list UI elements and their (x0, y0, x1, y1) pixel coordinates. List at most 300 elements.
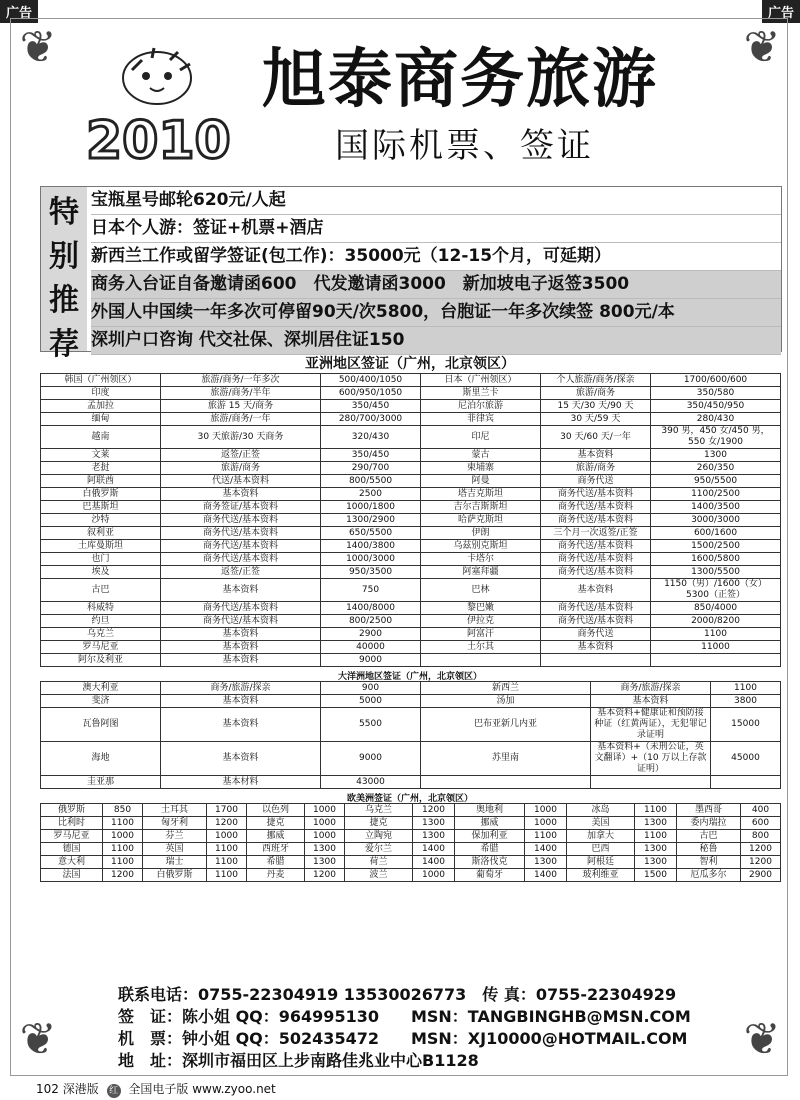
table-cell: 白俄罗斯 (143, 869, 207, 882)
table-cell: 基本资料 (161, 708, 321, 742)
table-cell: 1100 (207, 869, 247, 882)
table-cell: 1000 (305, 817, 345, 830)
table-cell: 商务代送/基本资料 (541, 553, 651, 566)
table-cell: 黎巴嫩 (421, 602, 541, 615)
table-cell: 1000 (413, 869, 455, 882)
grape-vine-corner-icon: ❦ (19, 22, 57, 73)
table-cell: 斯洛伐克 (455, 856, 525, 869)
table-cell: 2900 (741, 869, 781, 882)
table-cell: 匈牙利 (143, 817, 207, 830)
table-cell: 阿根廷 (567, 856, 635, 869)
special-recommend-box (40, 186, 782, 362)
table-cell: 巴林 (421, 579, 541, 602)
table-cell: 5500 (321, 708, 421, 742)
table-cell: 瓦鲁阿图 (41, 708, 161, 742)
page-footer (36, 1080, 276, 1098)
table-cell: 9000 (321, 742, 421, 776)
table-cell: 冰岛 (567, 804, 635, 817)
table-cell: 柬埔寨 (421, 462, 541, 475)
special-item: 商务入台证自备邀请函600 代发邀请函3000 新加坡电子返签3500 (91, 271, 781, 299)
table-cell: 希腊 (455, 843, 525, 856)
table-cell: 商务代送/基本资料 (541, 566, 651, 579)
table-cell: 1000 (103, 830, 143, 843)
table-row (41, 426, 781, 449)
table-cell: 650/5500 (321, 527, 421, 540)
special-item: 宝瓶星号邮轮620元/人起 (91, 187, 781, 215)
table-cell: 俄罗斯 (41, 804, 103, 817)
table-cell: 罗马尼亚 (41, 830, 103, 843)
table-cell: 1100 (207, 856, 247, 869)
table-cell: 商务/旅游/探亲 (161, 682, 321, 695)
table-cell: 1700 (207, 804, 247, 817)
table-cell: 1100 (635, 804, 677, 817)
table-cell: 新西兰 (421, 682, 591, 695)
table-cell: 乌克兰 (345, 804, 413, 817)
europe-america-visa-table (40, 803, 781, 882)
table-cell: 埃及 (41, 566, 161, 579)
table-cell: 15 天/30 天/90 天 (541, 400, 651, 413)
table-cell: 老挝 (41, 462, 161, 475)
table-cell: 1100 (207, 843, 247, 856)
table-cell: 基本资料 (591, 695, 711, 708)
table-cell (421, 776, 591, 789)
table-cell: 1300 (305, 856, 345, 869)
table-cell: 1400/3800 (321, 540, 421, 553)
special-label-char: 别 (49, 239, 79, 274)
table-cell: 1100 (651, 628, 781, 641)
table-row (41, 387, 781, 400)
table-row (41, 462, 781, 475)
table-cell: 基本资料 (541, 449, 651, 462)
table-cell: 爱尔兰 (345, 843, 413, 856)
table-cell: 卡塔尔 (421, 553, 541, 566)
table-cell: 缅甸 (41, 413, 161, 426)
table-cell: 返签/正签 (161, 566, 321, 579)
table-cell: 商务代送/基本资料 (161, 553, 321, 566)
table-cell: 1300 (651, 449, 781, 462)
table-cell: 基本资料 (161, 641, 321, 654)
table-cell: 土库曼斯坦 (41, 540, 161, 553)
table-cell: 商务代送/基本资料 (161, 514, 321, 527)
table-cell (711, 776, 781, 789)
table-row (41, 527, 781, 540)
table-cell: 尼泊尔旅游 (421, 400, 541, 413)
table-row (41, 374, 781, 387)
table-cell: 商务代送/基本资料 (541, 540, 651, 553)
table-cell: 旅游/商务/半年 (161, 387, 321, 400)
table-cell: 韩国（广州领区） (41, 374, 161, 387)
table-cell: 巴布亚新几内亚 (421, 708, 591, 742)
table-cell: 捷克 (247, 817, 305, 830)
table-cell: 芬兰 (143, 830, 207, 843)
page-title: 旭泰商务旅游 (262, 42, 658, 117)
table-cell: 巴基斯坦 (41, 501, 161, 514)
table-cell: 850/4000 (651, 602, 781, 615)
table-cell: 基本资料 (541, 641, 651, 654)
table-cell: 1400 (413, 843, 455, 856)
table-cell: 意大利 (41, 856, 103, 869)
table-cell: 委内瑞拉 (677, 817, 741, 830)
table-cell: 厄瓜多尔 (677, 869, 741, 882)
table-cell: 3800 (711, 695, 781, 708)
table-cell: 阿塞拜疆 (421, 566, 541, 579)
special-item: 深圳户口咨询 代交社保、深圳居住证150 (91, 327, 781, 355)
table-cell: 1100 (103, 856, 143, 869)
table-cell: 基本资料 (161, 579, 321, 602)
table-cell: 商务签证/基本资料 (161, 501, 321, 514)
table-cell: 11000 (651, 641, 781, 654)
table-cell: 600 (741, 817, 781, 830)
table-cell: 3000/3000 (651, 514, 781, 527)
table-cell: 旅游/商务 (541, 387, 651, 400)
table-row (41, 804, 781, 817)
table-cell: 西班牙 (247, 843, 305, 856)
contact-phone: 联系电话：0755-22304919 13530026773 传 真：0755-22304929 (118, 985, 677, 1004)
table-cell (651, 654, 781, 667)
table-cell: 基本资料 (161, 742, 321, 776)
table-cell (591, 776, 711, 789)
table-cell: 个人旅游/商务/探亲 (541, 374, 651, 387)
table-cell: 三个月一次返签/正签 (541, 527, 651, 540)
table-cell: 9000 (321, 654, 421, 667)
table-cell: 斐济 (41, 695, 161, 708)
table-cell: 商务代送/基本资料 (541, 615, 651, 628)
table-cell: 商务代送/基本资料 (541, 514, 651, 527)
table-cell: 玻利维亚 (567, 869, 635, 882)
table-cell: 印度 (41, 387, 161, 400)
table-row (41, 475, 781, 488)
table-cell: 1400 (413, 856, 455, 869)
table-row (41, 776, 781, 789)
table-cell: 返签/正签 (161, 449, 321, 462)
table-cell: 波兰 (345, 869, 413, 882)
table-cell: 瑞士 (143, 856, 207, 869)
contact-address: 地 址：深圳市福田区上步南路佳兆业中心B1128 (118, 1051, 479, 1070)
table-cell: 古巴 (677, 830, 741, 843)
table-row (41, 695, 781, 708)
site-label: 全国电子版 www.zyoo.net (128, 1082, 276, 1096)
table-cell: 商务代送/基本资料 (161, 540, 321, 553)
table-cell: 加拿大 (567, 830, 635, 843)
table-cell: 墨西哥 (677, 804, 741, 817)
table-cell: 菲律宾 (421, 413, 541, 426)
table-cell: 海地 (41, 742, 161, 776)
table-cell: 德国 (41, 843, 103, 856)
table-cell: 800 (741, 830, 781, 843)
table-cell: 800/2500 (321, 615, 421, 628)
table-row (41, 856, 781, 869)
table-cell: 950/3500 (321, 566, 421, 579)
table-cell: 2500 (321, 488, 421, 501)
ad-tag-right: 广告 (762, 0, 800, 23)
contact-block (118, 984, 691, 1072)
table-row (41, 869, 781, 882)
table-cell: 500/400/1050 (321, 374, 421, 387)
table-row (41, 540, 781, 553)
table-row (41, 579, 781, 602)
table-cell: 1150（男）/1600（女）5300（正签） (651, 579, 781, 602)
table-cell: 荷兰 (345, 856, 413, 869)
table-cell: 1100 (103, 843, 143, 856)
table-cell: 吉尔吉斯斯坦 (421, 501, 541, 514)
table-cell: 阿曼 (421, 475, 541, 488)
grape-vine-corner-icon: ❦ (743, 1014, 781, 1065)
table-cell: 1300/5500 (651, 566, 781, 579)
table-cell: 950/5500 (651, 475, 781, 488)
asia-visa-table (40, 373, 781, 667)
table-cell: 巴西 (567, 843, 635, 856)
table-cell: 代送/基本资料 (161, 475, 321, 488)
table-cell: 旅游/商务 (161, 462, 321, 475)
table-row (41, 641, 781, 654)
special-label (41, 187, 87, 362)
table-row (41, 400, 781, 413)
table-row (41, 413, 781, 426)
table-cell: 商务代送/基本资料 (541, 602, 651, 615)
table-cell: 600/950/1050 (321, 387, 421, 400)
table-cell: 1000 (525, 804, 567, 817)
ad-tag-left: 广告 (0, 0, 38, 23)
table-cell: 1700/600/600 (651, 374, 781, 387)
table-cell: 1000 (305, 830, 345, 843)
special-item: 日本个人游：签证+机票+酒店 (91, 215, 781, 243)
table-cell: 乌兹别克斯坦 (421, 540, 541, 553)
table-cell: 商务代送/基本资料 (161, 602, 321, 615)
table-cell: 600/1600 (651, 527, 781, 540)
table-cell: 以色列 (247, 804, 305, 817)
table-cell: 澳大利亚 (41, 682, 161, 695)
special-item: 外国人中国续一年多次可停留90天/次5800，台胞证一年多次续签 800元/本 (91, 299, 781, 327)
table-cell: 智利 (677, 856, 741, 869)
table-cell: 商务代送 (541, 475, 651, 488)
table-cell: 基本资料+健康证和预防接种证（红黄两证），无犯罪记录证明 (591, 708, 711, 742)
svg-text:2010: 2010 (86, 111, 231, 165)
table-cell: 1200 (741, 843, 781, 856)
table-cell: 350/450 (321, 400, 421, 413)
table-cell: 1000 (525, 817, 567, 830)
table-cell: 苏里南 (421, 742, 591, 776)
contact-visa: 签 证：陈小姐 QQ：964995130 MSN：TANGBINGHB@MSN.COM (118, 1007, 691, 1026)
table-cell: 750 (321, 579, 421, 602)
table-cell: 阿富汗 (421, 628, 541, 641)
table-cell: 罗马尼亚 (41, 641, 161, 654)
table-cell: 850 (103, 804, 143, 817)
table-cell: 350/580 (651, 387, 781, 400)
table-cell: 古巴 (41, 579, 161, 602)
table-row (41, 488, 781, 501)
table-row (41, 708, 781, 742)
table-cell: 日本（广州领区） (421, 374, 541, 387)
table-row (41, 514, 781, 527)
table-cell: 1000/3000 (321, 553, 421, 566)
table-cell: 土耳其 (143, 804, 207, 817)
table-cell: 350/450/950 (651, 400, 781, 413)
table-cell: 立陶宛 (345, 830, 413, 843)
contact-ticket: 机 票：钟小姐 QQ：502435472 MSN：XJ10000@HOTMAIL.COM (118, 1029, 688, 1048)
table-cell: 法国 (41, 869, 103, 882)
table-cell: 基本资料 (161, 488, 321, 501)
table-cell: 320/430 (321, 426, 421, 449)
table-cell: 沙特 (41, 514, 161, 527)
page-subtitle: 国际机票、签证 (335, 126, 594, 166)
table-cell: 商务代送 (541, 628, 651, 641)
table-cell: 商务代送/基本资料 (161, 615, 321, 628)
table-cell: 秘鲁 (677, 843, 741, 856)
table-cell: 280/430 (651, 413, 781, 426)
table-cell: 1500/2500 (651, 540, 781, 553)
table-cell: 丹麦 (247, 869, 305, 882)
table-row (41, 449, 781, 462)
table-cell: 保加利亚 (455, 830, 525, 843)
table-cell: 1300 (635, 817, 677, 830)
table-cell: 捷克 (345, 817, 413, 830)
table-row (41, 501, 781, 514)
table-cell: 阿尔及利亚 (41, 654, 161, 667)
table-cell: 商务代送/基本资料 (161, 527, 321, 540)
table-cell: 越南 (41, 426, 161, 449)
table-cell: 350/450 (321, 449, 421, 462)
table-cell: 科威特 (41, 602, 161, 615)
table-cell: 塔吉克斯坦 (421, 488, 541, 501)
table-cell: 1000/1800 (321, 501, 421, 514)
table-cell: 1400/3500 (651, 501, 781, 514)
oceania-section-title: 大洋洲地区签证（广州，北京领区） (337, 672, 482, 682)
table-row (41, 654, 781, 667)
special-label-char: 特 (49, 195, 79, 230)
table-cell: 土尔其 (421, 641, 541, 654)
asia-section-title: 亚洲地区签证（广州，北京领区） (305, 356, 515, 372)
page-number: 102 (36, 1082, 59, 1096)
table-cell: 汤加 (421, 695, 591, 708)
table-row (41, 566, 781, 579)
table-cell: 基本资料 (161, 654, 321, 667)
table-cell: 5000 (321, 695, 421, 708)
table-row (41, 615, 781, 628)
table-cell: 1300/2900 (321, 514, 421, 527)
table-cell: 2000/8200 (651, 615, 781, 628)
grape-vine-corner-icon: ❦ (19, 1014, 57, 1065)
table-cell (541, 654, 651, 667)
table-cell: 基本材料 (161, 776, 321, 789)
table-cell: 美国 (567, 817, 635, 830)
table-row (41, 682, 781, 695)
table-cell: 260/350 (651, 462, 781, 475)
table-cell: 葡萄牙 (455, 869, 525, 882)
table-cell: 英国 (143, 843, 207, 856)
table-cell: 圭亚那 (41, 776, 161, 789)
table-cell: 奥地利 (455, 804, 525, 817)
table-cell: 43000 (321, 776, 421, 789)
table-cell: 1000 (305, 804, 345, 817)
table-row (41, 742, 781, 776)
table-cell: 1000 (207, 830, 247, 843)
table-cell: 比利时 (41, 817, 103, 830)
table-cell: 挪威 (247, 830, 305, 843)
table-cell: 30 天/59 天 (541, 413, 651, 426)
table-cell: 1300 (413, 817, 455, 830)
table-cell: 45000 (711, 742, 781, 776)
table-cell: 挪威 (455, 817, 525, 830)
table-row (41, 553, 781, 566)
table-row (41, 843, 781, 856)
table-cell: 1300 (413, 830, 455, 843)
table-cell: 希腊 (247, 856, 305, 869)
edition-badge-icon: 红 (107, 1084, 121, 1098)
table-cell: 1200 (103, 869, 143, 882)
table-cell: 基本资料 (161, 628, 321, 641)
table-row (41, 628, 781, 641)
table-cell: 基本资料+（未刑公证，英文翻译）+（10 万以上存款证明） (591, 742, 711, 776)
table-row (41, 817, 781, 830)
table-cell: 乌克兰 (41, 628, 161, 641)
table-cell: 阿联酋 (41, 475, 161, 488)
table-cell: 商务代送/基本资料 (541, 488, 651, 501)
table-cell: 1100 (525, 830, 567, 843)
special-label-char: 荐 (49, 327, 79, 362)
table-cell: 约旦 (41, 615, 161, 628)
table-cell: 30 天旅游/30 天商务 (161, 426, 321, 449)
table-row (41, 602, 781, 615)
table-cell: 15000 (711, 708, 781, 742)
table-cell: 1500 (635, 869, 677, 882)
table-cell: 商务/旅游/探亲 (591, 682, 711, 695)
table-cell: 叙利亚 (41, 527, 161, 540)
table-cell: 1300 (635, 843, 677, 856)
table-cell: 1300 (635, 856, 677, 869)
table-cell: 1400 (525, 843, 567, 856)
table-cell: 1200 (413, 804, 455, 817)
table-cell: 800/5500 (321, 475, 421, 488)
table-cell: 伊朗 (421, 527, 541, 540)
table-cell: 900 (321, 682, 421, 695)
table-cell: 商务代送/基本资料 (541, 501, 651, 514)
table-cell: 基本资料 (541, 579, 651, 602)
grape-vine-corner-icon: ❦ (743, 22, 781, 73)
table-cell: 印尼 (421, 426, 541, 449)
table-row (41, 830, 781, 843)
table-cell: 也门 (41, 553, 161, 566)
table-cell: 1600/5800 (651, 553, 781, 566)
table-cell: 1200 (207, 817, 247, 830)
table-cell: 400 (741, 804, 781, 817)
oceania-visa-table (40, 681, 781, 789)
table-cell: 旅游/商务 (541, 462, 651, 475)
table-cell: 1400/8000 (321, 602, 421, 615)
special-item: 新西兰工作或留学签证(包工作)：35000元（12-15个月，可延期） (91, 243, 781, 271)
table-cell: 旅游/商务/一年 (161, 413, 321, 426)
table-cell: 1400 (525, 869, 567, 882)
table-cell: 280/700/3000 (321, 413, 421, 426)
table-cell: 1300 (305, 843, 345, 856)
table-cell: 1300 (525, 856, 567, 869)
table-cell: 伊拉克 (421, 615, 541, 628)
table-cell: 基本资料 (161, 695, 321, 708)
table-cell: 1100/2500 (651, 488, 781, 501)
europe-america-section-title: 欧美洲签证（广州，北京领区） (346, 794, 473, 804)
table-cell: 1100 (711, 682, 781, 695)
table-cell: 40000 (321, 641, 421, 654)
table-cell: 文莱 (41, 449, 161, 462)
table-cell (421, 654, 541, 667)
table-cell: 孟加拉 (41, 400, 161, 413)
table-cell: 白俄罗斯 (41, 488, 161, 501)
table-cell: 哈萨克斯坦 (421, 514, 541, 527)
table-cell: 旅游/商务/一年多次 (161, 374, 321, 387)
table-cell: 蒙古 (421, 449, 541, 462)
special-label-char: 推 (49, 283, 79, 318)
table-cell: 1100 (635, 830, 677, 843)
edition-label: 深港版 (62, 1082, 99, 1096)
